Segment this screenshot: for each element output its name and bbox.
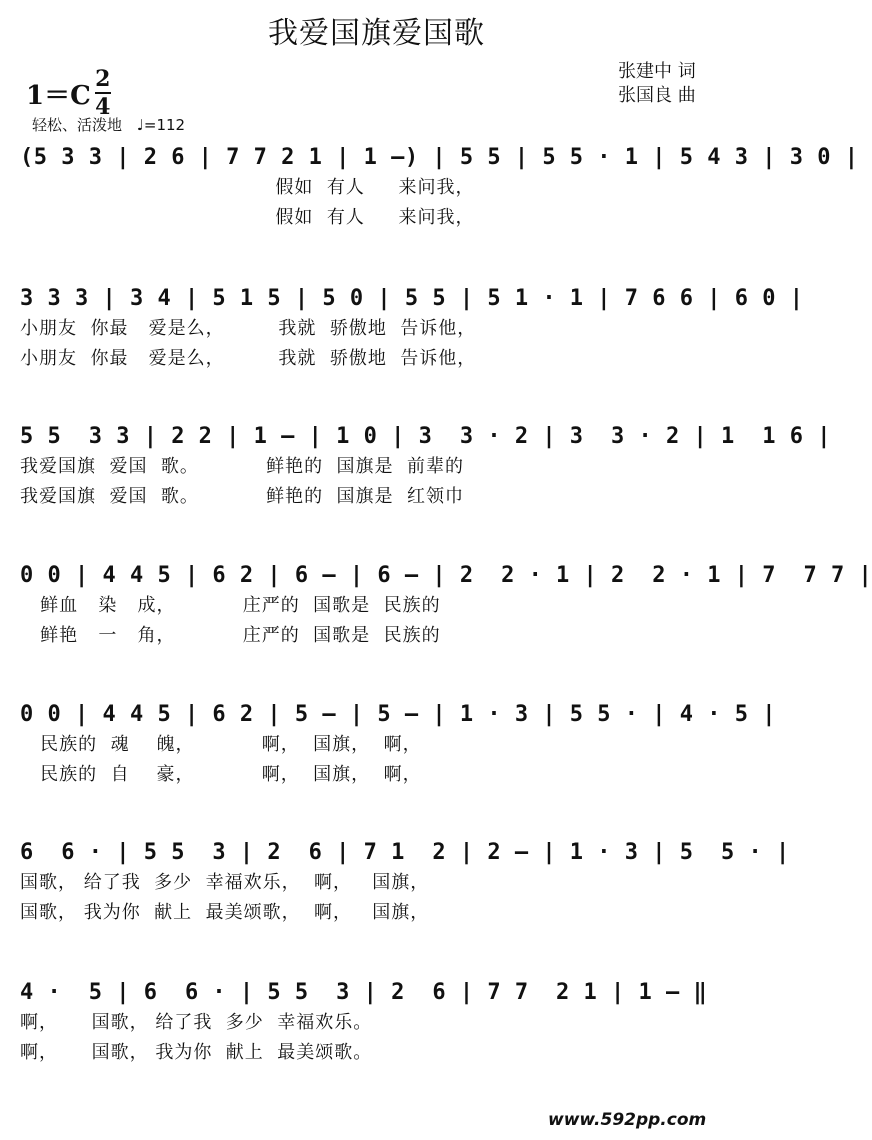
key-label: 1＝C [26, 80, 91, 111]
time-signature-top: 2 [95, 66, 111, 92]
score-system-1 [20, 143, 859, 233]
composer-credit: 张国良 曲 [618, 85, 696, 106]
time-signature [95, 68, 111, 118]
lyric-verse-1: 我爱国旗 爱国 歌。 鲜艳的 国旗是 前辈的 [20, 456, 464, 477]
site-watermark: www.592pp.com [548, 1110, 707, 1130]
notation-line: 0 0 | 4 4 5 | 6 2 | 6 — | 6 — | 2 2 · 1 | 2 2 · 1 | 7 7 7 | [20, 563, 872, 588]
notation-line: 0 0 | 4 4 5 | 6 2 | 5 — | 5 — | 1 · 3 | 5 5 · | 4 · 5 | [20, 702, 776, 727]
notation-line: 3 3 3 | 3 4 | 5 1 5 | 5 0 | 5 5 | 5 1 · 1 | 7 6 6 | 6 0 | [20, 286, 804, 311]
lyric-verse-2: 民族的 自 豪， 啊， 国旗， 啊， [20, 764, 422, 785]
lyric-verse-2: 假如 有人 来问我， [20, 207, 475, 228]
lyric-verse-1: 国歌， 给了我 多少 幸福欢乐， 啊， 国旗， [20, 872, 430, 893]
metronome-mark: ♩=112 [136, 116, 186, 134]
key-signature [26, 68, 111, 118]
lyric-verse-2: 小朋友 你最 爱是么， 我就 骄傲地 告诉他， [20, 348, 477, 369]
lyric-verse-2: 我爱国旗 爱国 歌。 鲜艳的 国旗是 红领巾 [20, 486, 464, 507]
notation-line: 4 · 5 | 6 6 · | 5 5 3 | 2 6 | 7 7 2 1 | 1 — ‖ [20, 980, 708, 1005]
time-signature-bottom: 4 [95, 94, 111, 120]
score-system-3 [20, 422, 831, 512]
page-title: 我爱国旗爱国歌 [268, 16, 485, 51]
lyricist-credit: 张建中 词 [618, 61, 696, 82]
lyric-verse-1: 假如 有人 来问我， [20, 177, 475, 198]
notation-line: (5 3 3 | 2 6 | 7 7 2 1 | 1 —) | 5 5 | 5 5 · 1 | 5 4 3 | 3 0 | [20, 145, 859, 170]
lyric-verse-2: 鲜艳 一 角， 庄严的 国歌是 民族的 [20, 625, 441, 646]
lyric-verse-1: 鲜血 染 成， 庄严的 国歌是 民族的 [20, 595, 441, 616]
notation-line: 6 6 · | 5 5 3 | 2 6 | 7 1 2 | 2 — | 1 · 3 | 5 5 · | [20, 840, 790, 865]
lyric-verse-1: 民族的 魂 魄， 啊， 国旗， 啊， [20, 734, 422, 755]
lyric-verse-1: 小朋友 你最 爱是么， 我就 骄傲地 告诉他， [20, 318, 477, 339]
lyric-verse-2: 啊， 国歌， 我为你 献上 最美颂歌。 [20, 1042, 373, 1063]
score-system-2 [20, 284, 804, 374]
tempo-marking [32, 114, 185, 135]
credits [618, 60, 696, 108]
score-system-5 [20, 700, 776, 790]
score-system-6 [20, 838, 790, 928]
score-system-4 [20, 561, 872, 651]
lyric-verse-2: 国歌， 我为你 献上 最美颂歌， 啊， 国旗， [20, 902, 430, 923]
expression-text: 轻松、活泼地 [32, 116, 123, 134]
score-system-7 [20, 978, 735, 1068]
notation-line: 5 5 3 3 | 2 2 | 1 — | 1 0 | 3 3 · 2 | 3 3 · 2 | 1 1 6 | [20, 424, 831, 449]
lyric-verse-1: 啊， 国歌， 给了我 多少 幸福欢乐。 [20, 1012, 373, 1033]
